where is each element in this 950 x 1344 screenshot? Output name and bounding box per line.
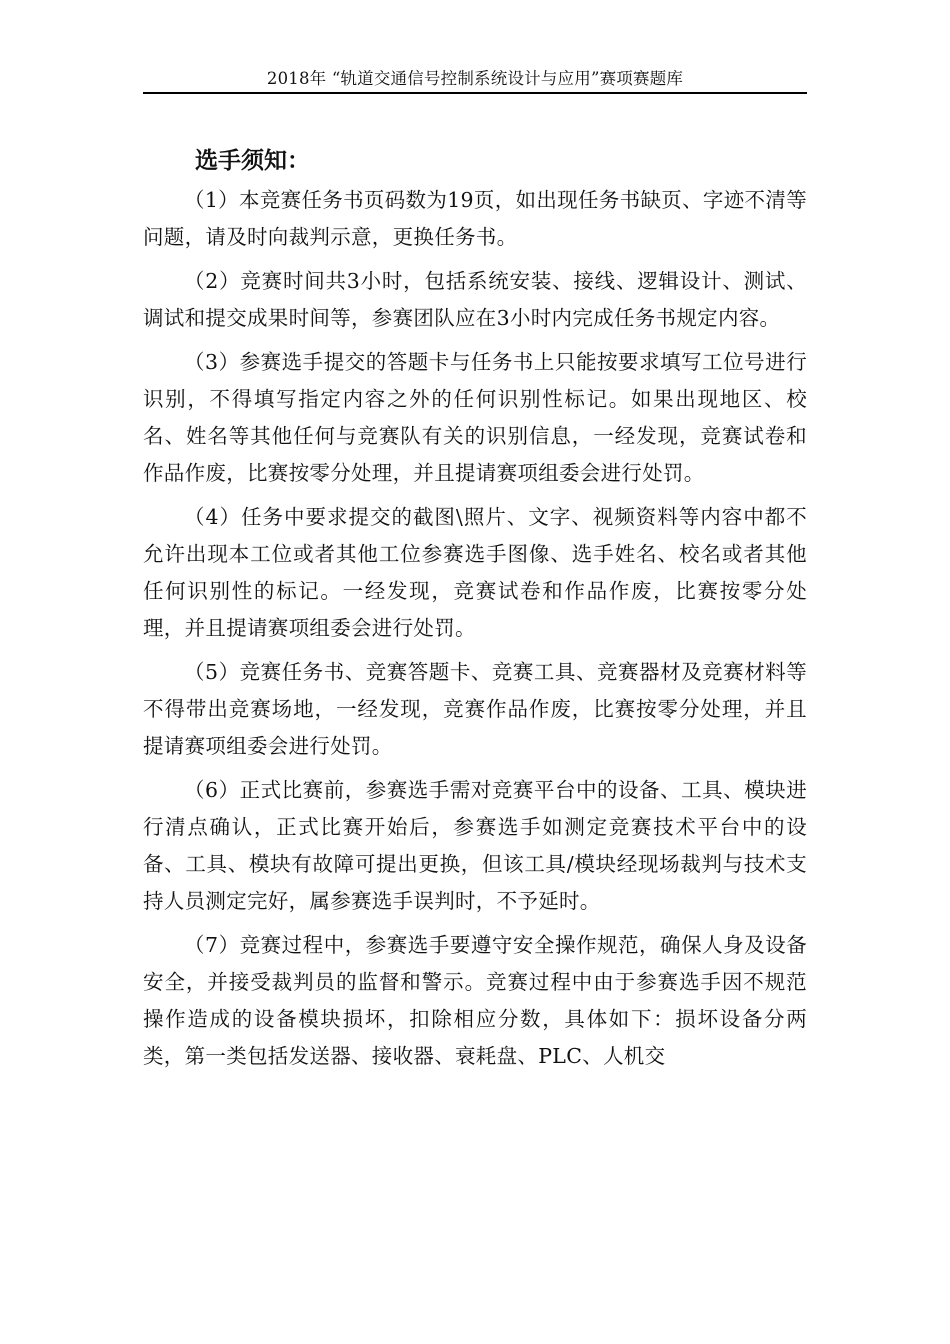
- header-title: 2018年 “轨道交通信号控制系统设计与应用”赛项赛题库: [266, 69, 684, 88]
- page-header: [143, 68, 807, 94]
- rule-item-7: （7）竞赛过程中，参赛选手要遵守安全操作规范，确保人身及设备安全，并接受裁判员的监督和警示。竞赛过程中由于参赛选手因不规范操作造成的设备模块损坏，扣除相应分数，具体如下：损坏设备分两类，第一类包括发送器、接收器、衰耗盘、PLC、人机交: [143, 933, 807, 1068]
- notice-title: 选手须知：: [195, 148, 310, 174]
- rule-item-5: （5）竞赛任务书、竞赛答题卡、竞赛工具、竞赛器材及竞赛材料等不得带出竞赛场地，一经发现，竞赛作品作废，比赛按零分处理，并且提请赛项组委会进行处罚。: [143, 660, 807, 758]
- rule-item-4: （4）任务中要求提交的截图\照片、文字、视频资料等内容中都不允许出现本工位或者其他工位参赛选手图像、选手姓名、校名或者其他任何识别性的标记。一经发现，竞赛试卷和作品作废，比赛按零分处理，并且提请赛项组委会进行处罚。: [143, 505, 807, 640]
- rule-item-1: （1）本竞赛任务书页码数为19页，如出现任务书缺页、字迹不清等问题，请及时向裁判示意，更换任务书。: [143, 188, 807, 249]
- rule-item-6: （6）正式比赛前，参赛选手需对竞赛平台中的设备、工具、模块进行清点确认，正式比赛开始后，参赛选手如测定竞赛技术平台中的设备、工具、模块有故障可提出更换，但该工具/模块经现场裁判与技术支持人员测定完好，属参赛选手误判时，不予延时。: [143, 778, 807, 913]
- rule-item-3: （3）参赛选手提交的答题卡与任务书上只能按要求填写工位号进行识别，不得填写指定内容之外的任何识别性标记。如果出现地区、校名、姓名等其他任何与竞赛队有关的识别信息，一经发现，竞赛试卷和作品作废，比赛按零分处理，并且提请赛项组委会进行处罚。: [143, 350, 807, 485]
- rule-item-2: （2）竞赛时间共3小时，包括系统安装、接线、逻辑设计、测试、调试和提交成果时间等，参赛团队应在3小时内完成任务书规定内容。: [143, 269, 807, 330]
- rules-list: [143, 182, 807, 1082]
